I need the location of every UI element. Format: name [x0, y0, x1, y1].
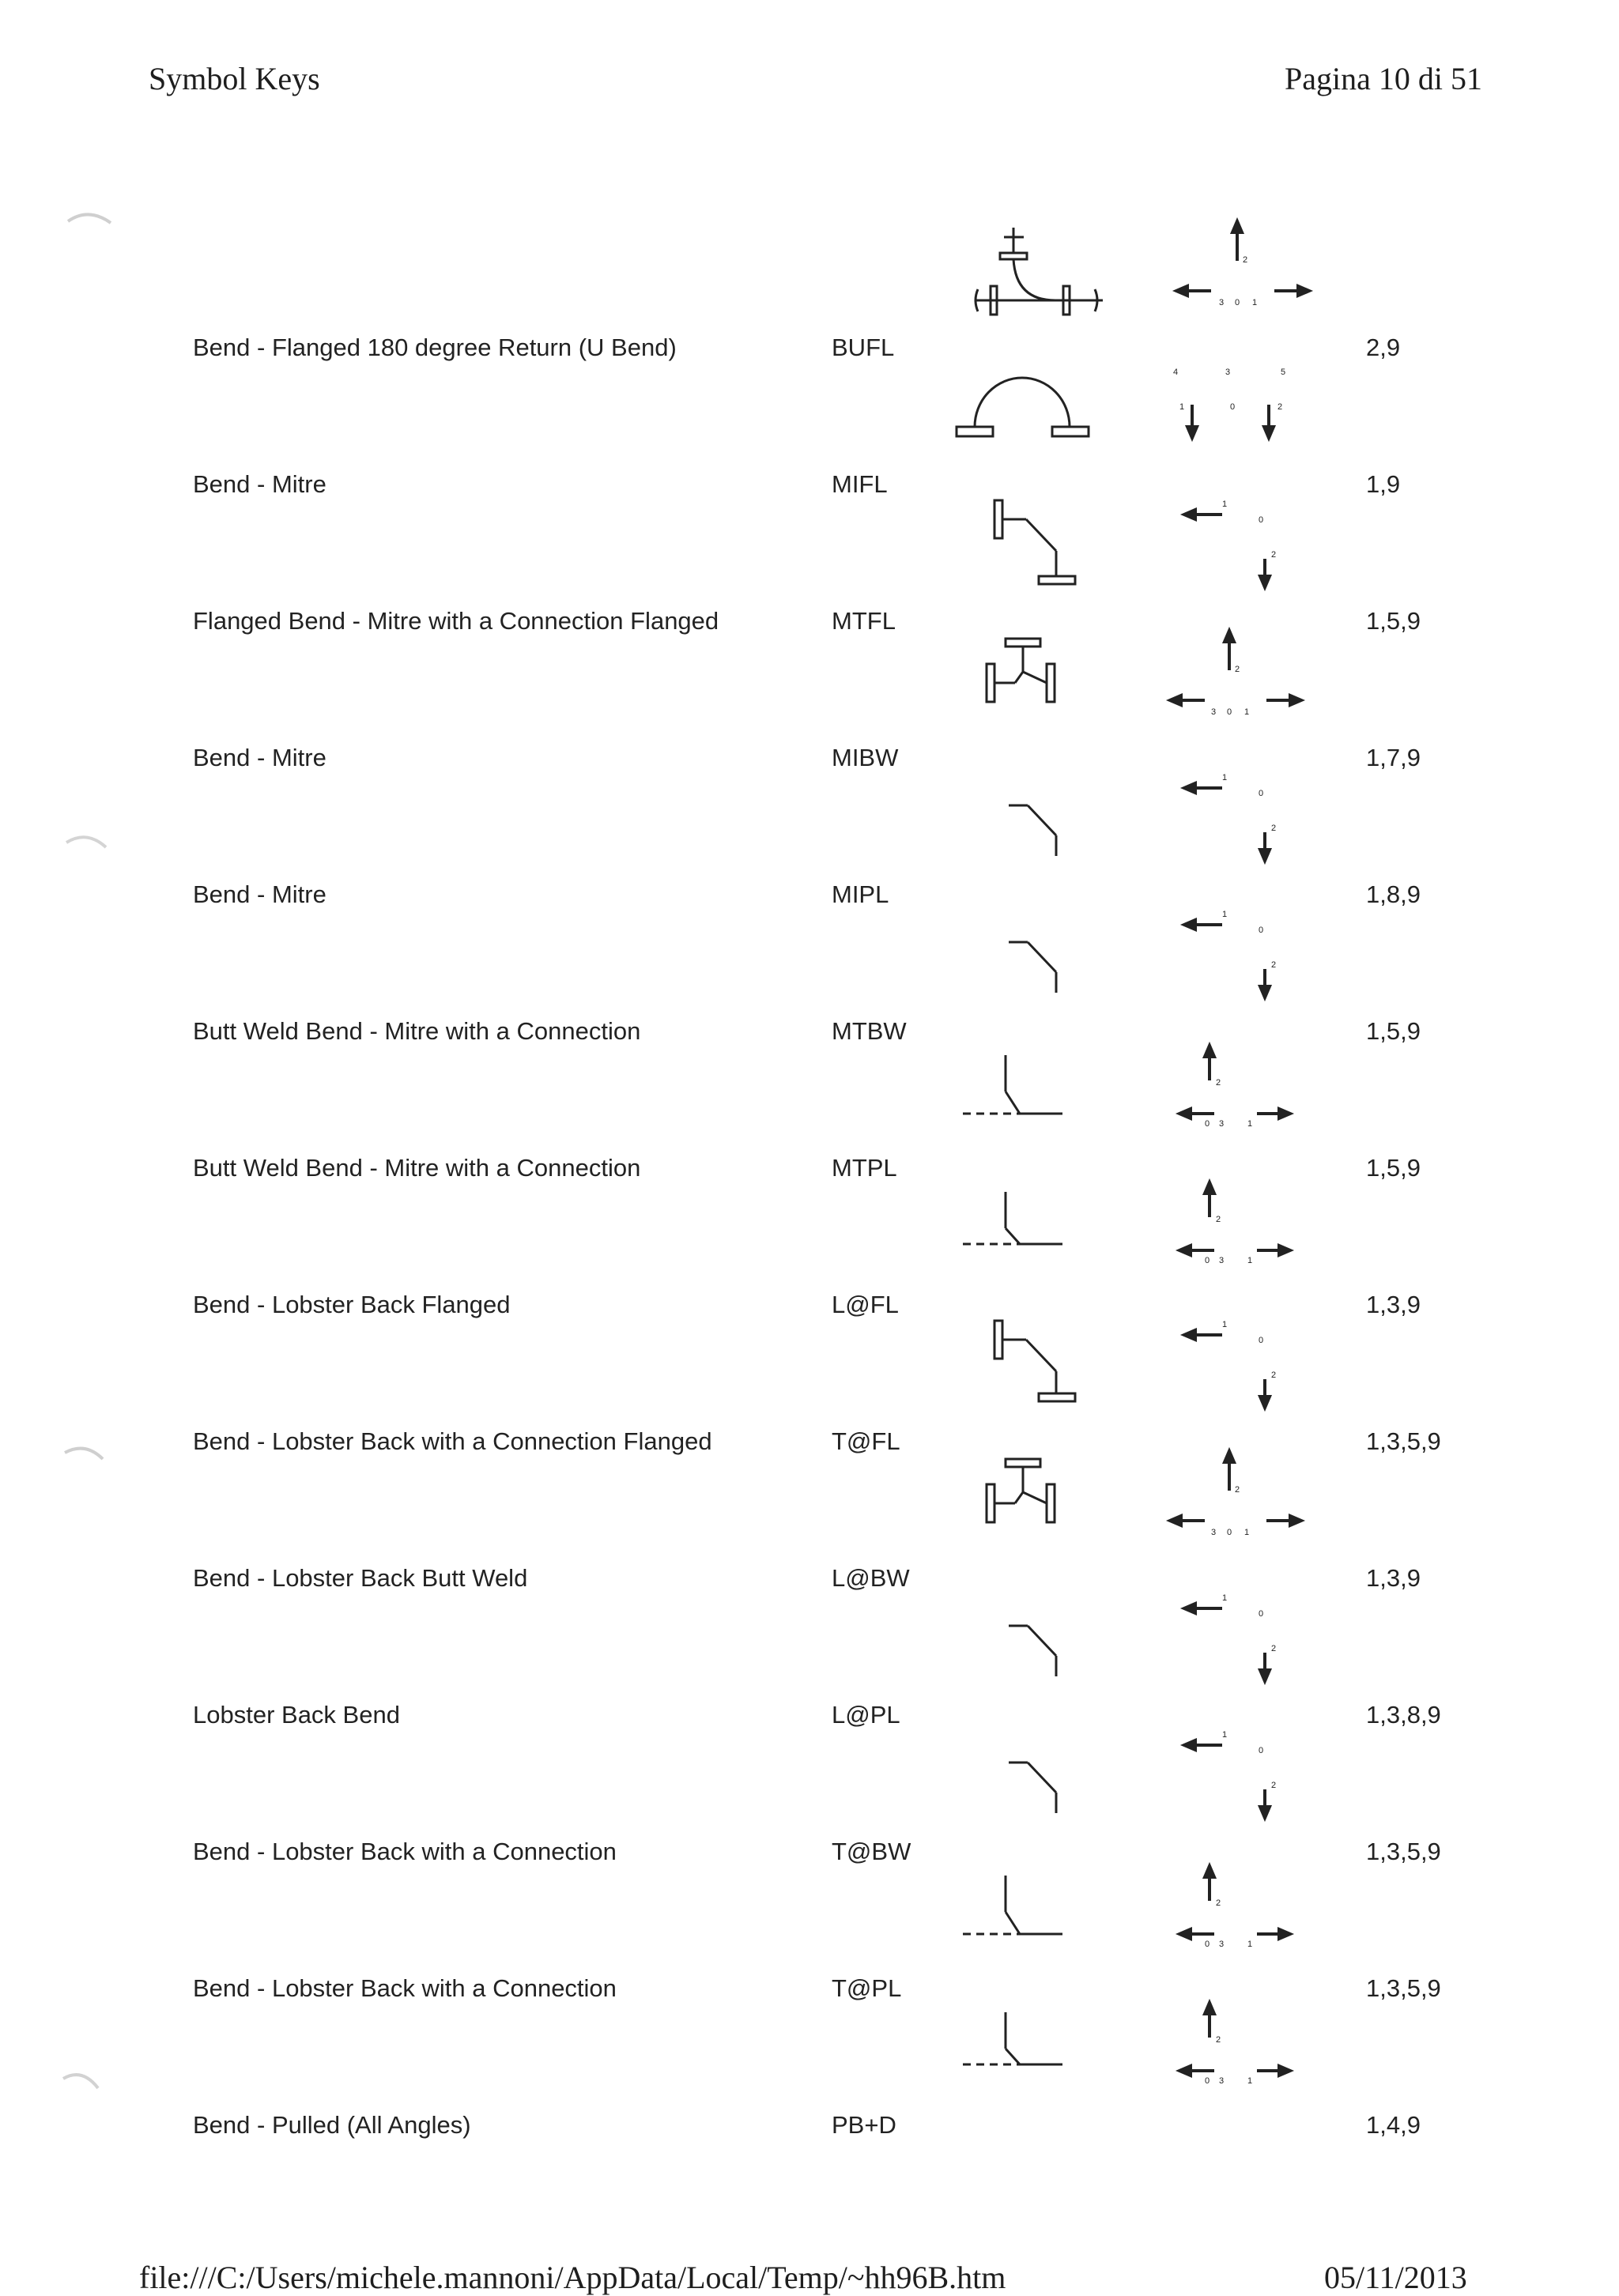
- svg-text:3: 3: [1219, 1940, 1225, 1949]
- row-code: T@BW: [832, 1838, 911, 1865]
- table-row: [0, 1291, 1619, 1428]
- row-description: Bend - Lobster Back with a Connection Flanged: [193, 1427, 712, 1455]
- row-description: Bend - Lobster Back with a Connection: [193, 1838, 617, 1865]
- tee-orientation-icon: [1162, 1427, 1328, 1562]
- svg-text:1: 1: [1247, 2076, 1253, 2086]
- row-code: MIFL: [832, 470, 888, 498]
- row-categories: 1,3,5,9: [1366, 1427, 1441, 1455]
- svg-text:2: 2: [1235, 1485, 1240, 1495]
- svg-text:2: 2: [1216, 1898, 1221, 1908]
- page-number: Pagina 10 di 51: [1285, 61, 1482, 96]
- row-categories: 1,4,9: [1366, 2111, 1421, 2139]
- row-code: MIPL: [832, 880, 889, 908]
- svg-text:0: 0: [1230, 402, 1236, 412]
- tee-orientation-icon: [1170, 213, 1320, 316]
- svg-text:1: 1: [1179, 402, 1185, 412]
- svg-text:1: 1: [1252, 298, 1258, 307]
- svg-text:2: 2: [1271, 960, 1277, 970]
- row-description: Flanged Bend - Mitre with a Connection Flanged: [193, 607, 719, 635]
- previous-row-symbols: [0, 213, 1619, 324]
- four-point-orientation-icon: [1162, 334, 1328, 468]
- svg-text:2: 2: [1271, 550, 1277, 560]
- table-row: [0, 1564, 1619, 1702]
- row-description: Bend - Mitre: [193, 880, 326, 908]
- row-description: Bend - Mitre: [193, 470, 326, 498]
- svg-text:1: 1: [1222, 500, 1228, 509]
- row-code: L@PL: [832, 1701, 900, 1729]
- elbow-orientation-icon: [1162, 744, 1328, 878]
- mitre-line-icon: [939, 888, 1121, 1007]
- svg-text:5: 5: [1281, 368, 1286, 377]
- svg-text:1: 1: [1222, 773, 1228, 782]
- row-categories: 1,3,9: [1366, 1564, 1421, 1592]
- elbow-orientation-icon: [1162, 1564, 1328, 1698]
- svg-text:3: 3: [1219, 1119, 1225, 1129]
- svg-text:0: 0: [1227, 707, 1232, 717]
- mitre-tee-buttweld-icon: [939, 1982, 1121, 2101]
- row-description: Bend - Lobster Back with a Connection: [193, 1974, 617, 2002]
- table-row: [0, 1701, 1619, 1838]
- mitre-line-icon: [939, 1709, 1121, 1827]
- svg-text:3: 3: [1219, 1256, 1225, 1265]
- row-categories: 1,3,5,9: [1366, 1838, 1441, 1865]
- svg-text:3: 3: [1219, 298, 1225, 307]
- row-code: BUFL: [832, 334, 895, 361]
- table-row: [0, 1838, 1619, 1975]
- row-categories: 1,5,9: [1366, 1154, 1421, 1182]
- svg-text:0: 0: [1205, 1256, 1210, 1265]
- svg-text:0: 0: [1205, 2076, 1210, 2086]
- table-row: [0, 2111, 1619, 2249]
- svg-text:1: 1: [1247, 1940, 1253, 1949]
- row-description: Bend - Lobster Back Butt Weld: [193, 1564, 528, 1592]
- table-row: [0, 1017, 1619, 1155]
- table-row: [0, 334, 1619, 471]
- tee-orientation-icon: [1162, 1017, 1328, 1152]
- svg-text:0: 0: [1205, 1940, 1210, 1949]
- svg-text:0: 0: [1259, 789, 1264, 798]
- row-code: L@BW: [832, 1564, 910, 1592]
- svg-text:2: 2: [1235, 665, 1240, 674]
- svg-text:3: 3: [1211, 1528, 1217, 1537]
- svg-text:1: 1: [1244, 707, 1250, 717]
- row-categories: 1,9: [1366, 470, 1401, 498]
- elbow-orientation-icon: [1162, 880, 1328, 1015]
- row-description: Bend - Flanged 180 degree Return (U Bend): [193, 334, 677, 361]
- elbow-orientation-icon: [1162, 1291, 1328, 1425]
- tee-orientation-icon: [1162, 1838, 1328, 1972]
- table-row: [0, 1154, 1619, 1291]
- svg-text:2: 2: [1216, 2035, 1221, 2045]
- row-categories: 2,9: [1366, 334, 1401, 361]
- row-code: MTFL: [832, 607, 896, 635]
- svg-text:0: 0: [1235, 298, 1240, 307]
- table-row: [0, 880, 1619, 1018]
- row-code: L@FL: [832, 1291, 899, 1318]
- mitre-line-icon: [939, 1572, 1121, 1691]
- svg-text:2: 2: [1271, 824, 1277, 833]
- table-row: [0, 744, 1619, 881]
- row-categories: 1,3,5,9: [1366, 1974, 1441, 2002]
- elbow-orientation-icon: [1162, 470, 1328, 605]
- svg-text:1: 1: [1222, 1593, 1228, 1603]
- svg-text:2: 2: [1216, 1215, 1221, 1224]
- tee-orientation-icon: [1162, 607, 1328, 741]
- svg-text:0: 0: [1259, 1746, 1264, 1755]
- svg-text:0: 0: [1227, 1528, 1232, 1537]
- svg-text:1: 1: [1247, 1256, 1253, 1265]
- row-code: MTBW: [832, 1017, 907, 1045]
- row-description: Lobster Back Bend: [193, 1701, 400, 1729]
- svg-text:3: 3: [1219, 2076, 1225, 2086]
- tee-orientation-icon: [1162, 1974, 1328, 2109]
- mitre-flanged-icon: [939, 478, 1121, 597]
- svg-text:3: 3: [1225, 368, 1231, 377]
- row-description: Butt Weld Bend - Mitre with a Connection: [193, 1017, 641, 1045]
- u-bend-flanged-icon: [939, 341, 1121, 460]
- svg-text:0: 0: [1259, 515, 1264, 525]
- svg-text:1: 1: [1222, 910, 1228, 919]
- row-categories: 1,8,9: [1366, 880, 1421, 908]
- row-code: MIBW: [832, 744, 899, 771]
- svg-text:1: 1: [1222, 1320, 1228, 1329]
- row-description: Butt Weld Bend - Mitre with a Connection: [193, 1154, 641, 1182]
- svg-text:4: 4: [1173, 368, 1179, 377]
- svg-text:0: 0: [1205, 1119, 1210, 1129]
- row-description: Bend - Lobster Back Flanged: [193, 1291, 511, 1318]
- row-categories: 1,7,9: [1366, 744, 1421, 771]
- svg-text:2: 2: [1243, 255, 1248, 265]
- row-categories: 1,3,8,9: [1366, 1701, 1441, 1729]
- row-categories: 1,5,9: [1366, 607, 1421, 635]
- row-code: PB+D: [832, 2111, 896, 2139]
- elbow-orientation-icon: [1162, 1701, 1328, 1835]
- svg-text:2: 2: [1216, 1078, 1221, 1088]
- row-code: T@FL: [832, 1427, 900, 1455]
- row-description: Bend - Pulled (All Angles): [193, 2111, 471, 2139]
- mitre-tee-buttweld-icon: [939, 1025, 1121, 1144]
- row-description: Bend - Mitre: [193, 744, 326, 771]
- svg-text:0: 0: [1259, 1609, 1264, 1619]
- mitre-tee-flanged-icon: [939, 1435, 1121, 1554]
- table-row: [0, 1974, 1619, 2112]
- mitre-line-icon: [939, 752, 1121, 870]
- tee-flanged-bend-icon: [968, 221, 1111, 316]
- row-code: MTPL: [832, 1154, 897, 1182]
- mitre-flanged-icon: [939, 1299, 1121, 1417]
- footer-date: 05/11/2013: [1324, 2260, 1467, 2295]
- svg-text:1: 1: [1222, 1730, 1228, 1740]
- table-row: [0, 470, 1619, 608]
- mitre-tee-flanged-icon: [939, 615, 1121, 733]
- row-categories: 1,5,9: [1366, 1017, 1421, 1045]
- footer-file-path: file:///C:/Users/michele.mannoni/AppData/Local/Temp/~hh96B.htm: [139, 2260, 1006, 2295]
- svg-text:1: 1: [1244, 1528, 1250, 1537]
- mitre-tee-buttweld-icon: [939, 1845, 1121, 1964]
- svg-text:1: 1: [1247, 1119, 1253, 1129]
- page-header-title: Symbol Keys: [149, 61, 320, 96]
- svg-text:0: 0: [1259, 926, 1264, 935]
- row-code: T@PL: [832, 1974, 902, 2002]
- svg-text:0: 0: [1259, 1336, 1264, 1345]
- row-categories: 1,3,9: [1366, 1291, 1421, 1318]
- svg-text:3: 3: [1211, 707, 1217, 717]
- mitre-tee-buttweld-icon: [939, 1162, 1121, 1280]
- table-row: [0, 607, 1619, 745]
- svg-text:2: 2: [1271, 1781, 1277, 1790]
- tee-orientation-icon: [1162, 1154, 1328, 1288]
- svg-text:2: 2: [1277, 402, 1283, 412]
- svg-text:2: 2: [1271, 1370, 1277, 1380]
- table-row: [0, 1427, 1619, 1565]
- svg-text:2: 2: [1271, 1644, 1277, 1653]
